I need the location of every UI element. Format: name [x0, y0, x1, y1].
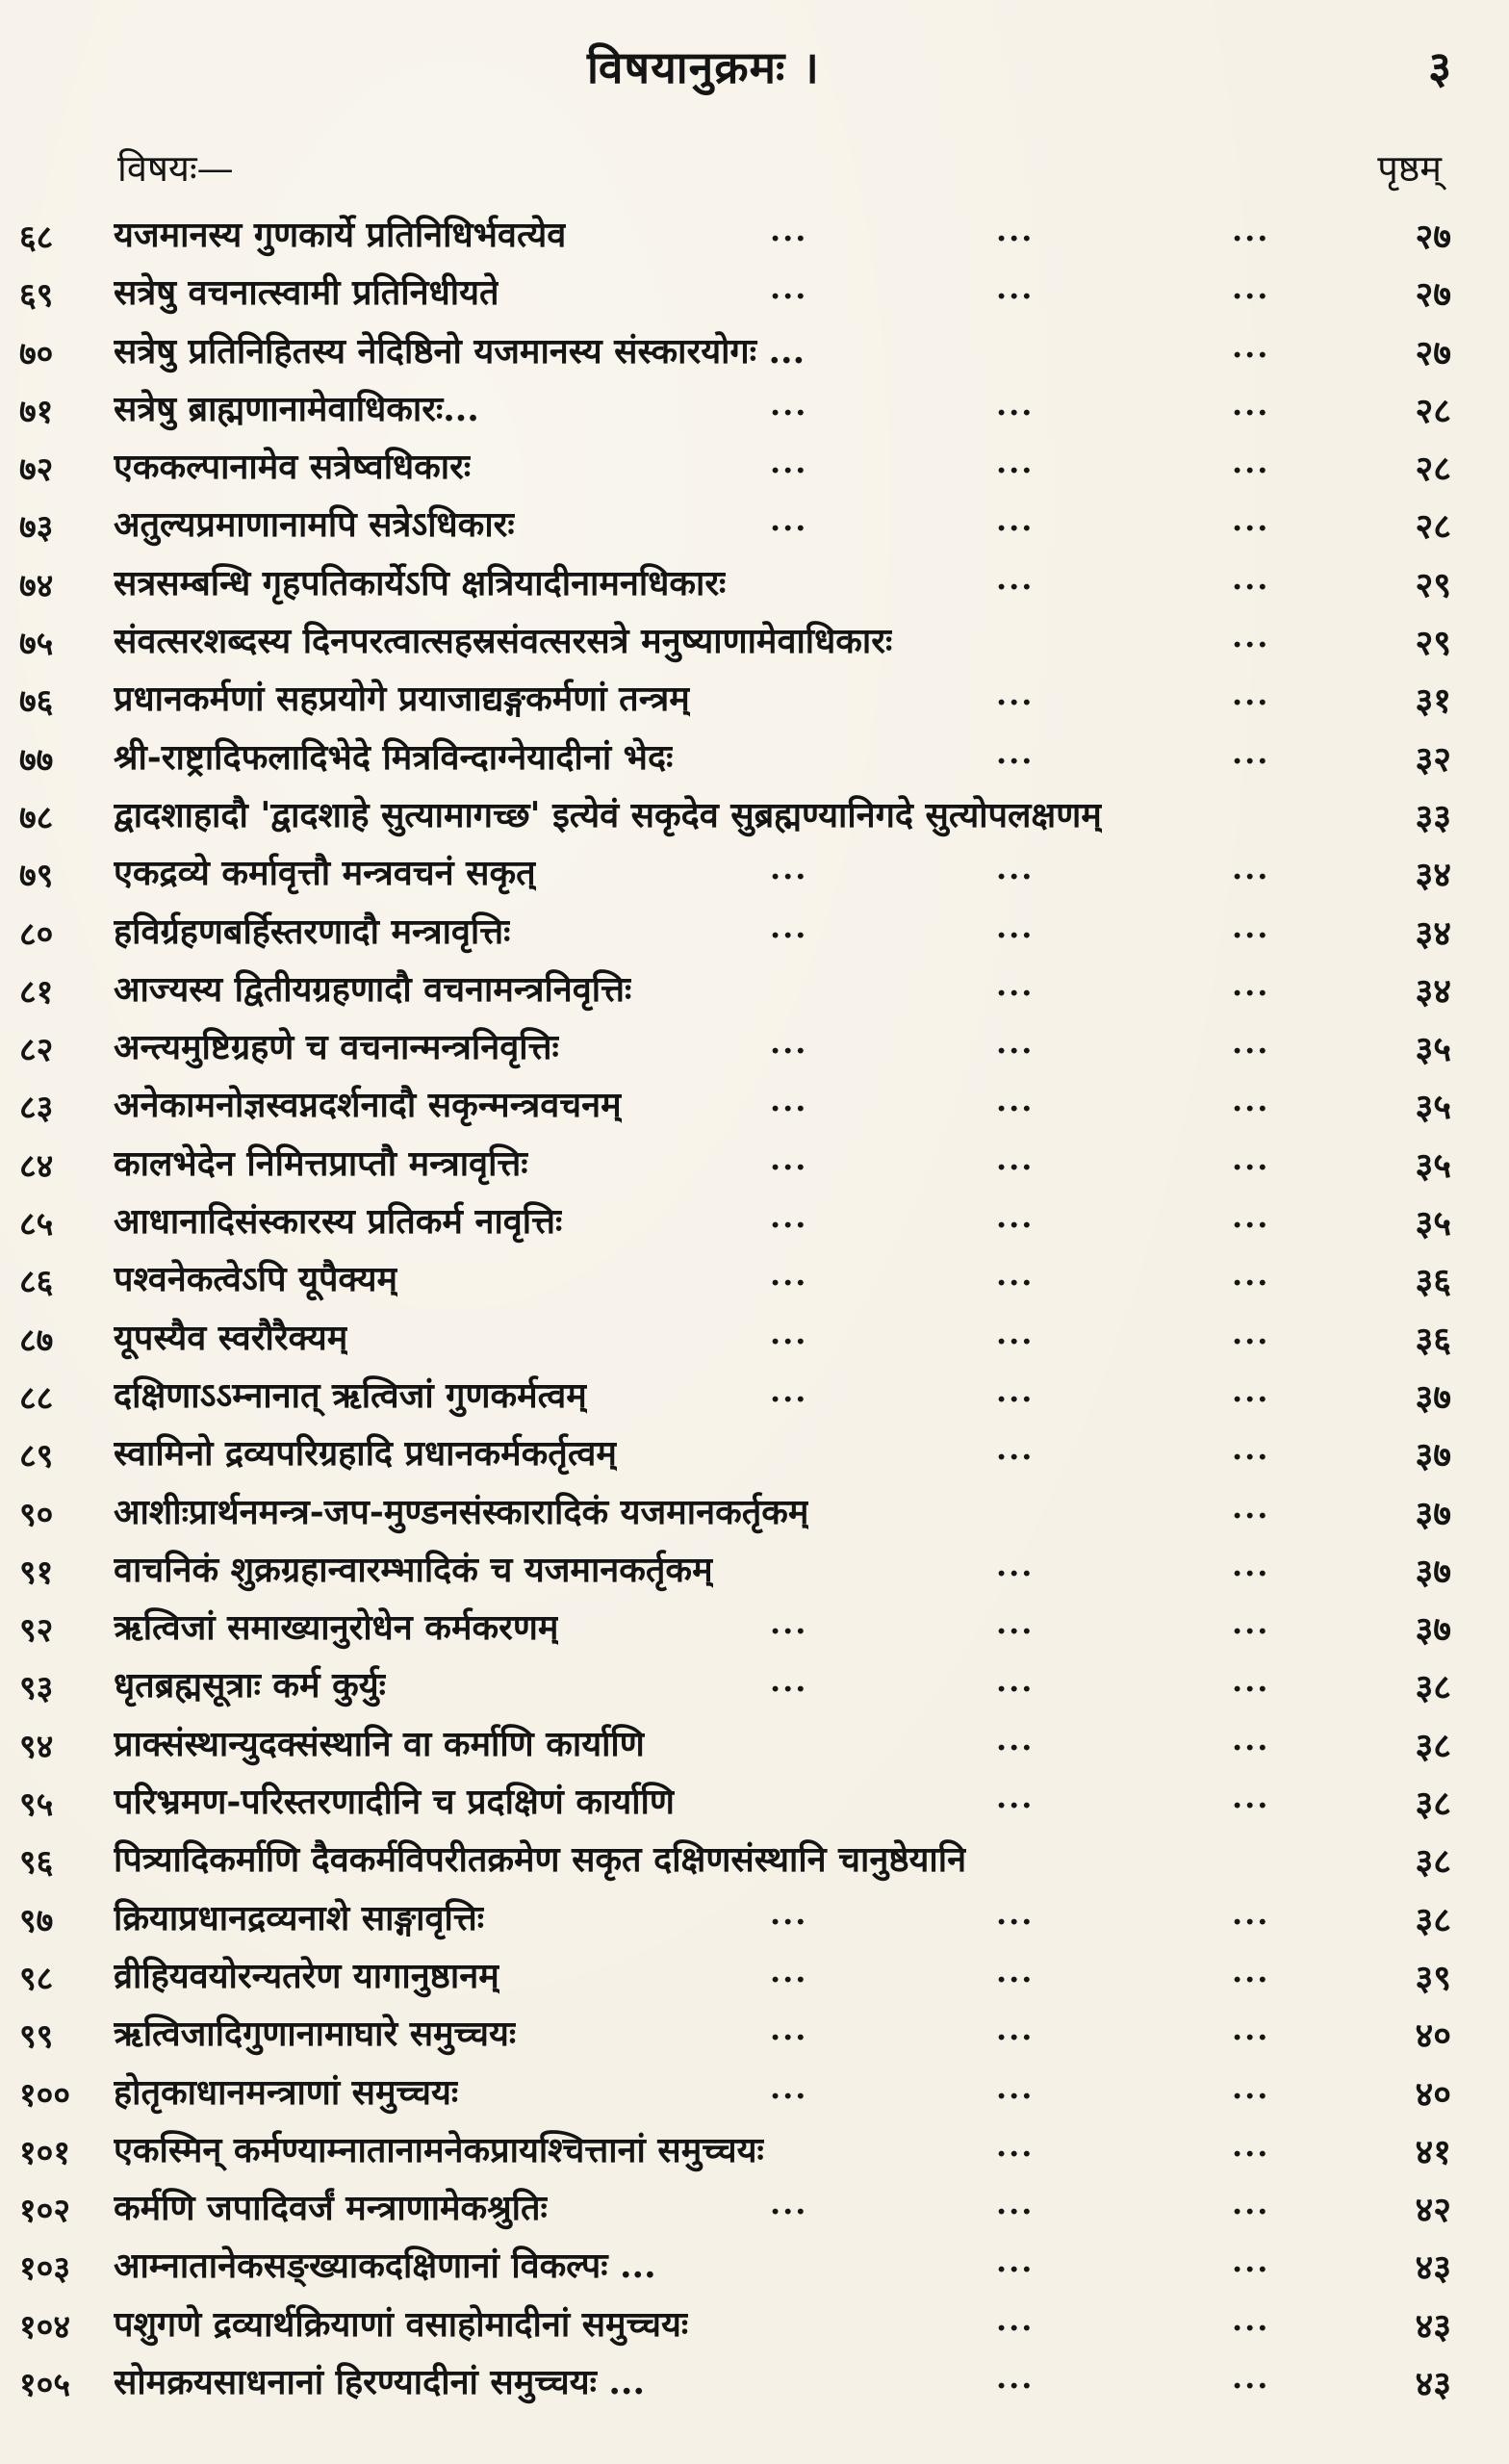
entry-number: ७३: [19, 508, 54, 548]
leader-dots: ...: [996, 1198, 1035, 1236]
entry-subject: ऋत्विजादिगुणानामाघारे समुच्चयः: [114, 2014, 517, 2055]
entry-subject: प्राक्संस्थान्युदक्संस्थानि वा कर्माणि कार्याणि: [114, 1723, 645, 1764]
entry-subject: कालभेदेन निमित्तप्राप्तौ मन्त्रावृत्तिः: [114, 1142, 528, 1184]
leader-dots: ...: [1232, 1662, 1270, 1700]
leader-dots: ...: [996, 1720, 1035, 1758]
leader-dots: ...: [1232, 2300, 1270, 2338]
entry-number: ८६: [19, 1263, 54, 1302]
toc-entry: [0, 1539, 1509, 1597]
leader-dots: ...: [996, 559, 1035, 597]
entry-page-number: ३४: [1415, 855, 1451, 896]
column-headers: [0, 142, 1509, 200]
leader-dots: ...: [996, 1894, 1035, 1932]
entry-page-number: ३८: [1415, 1667, 1451, 1708]
page-number: ३: [1428, 41, 1451, 93]
toc-entry: [0, 668, 1509, 726]
leader-dots: ...: [1232, 2243, 1270, 2280]
toc-entry: [0, 784, 1509, 842]
entry-subject: आज्यस्य द्वितीयग्रहणादौ वचनामन्त्रनिवृत्तिः: [114, 968, 632, 1010]
toc-entry: [0, 2062, 1509, 2119]
leader-dots: ...: [1232, 733, 1270, 771]
leader-dots: ...: [996, 1430, 1035, 1468]
entry-subject: स्वामिनो द्रव्यपरिग्रहादि प्रधानकर्मकर्तृत्वम्: [114, 1433, 617, 1475]
leader-dots: ...: [1232, 327, 1270, 365]
toc-entry: [0, 1191, 1509, 1248]
toc-entry: [0, 727, 1509, 784]
entry-page-number: २७: [1415, 332, 1451, 373]
toc-entry: [0, 959, 1509, 1016]
entry-page-number: ३२: [1415, 738, 1451, 780]
entry-subject: श्री-राष्ट्रादिफलादिभेदे मित्रविन्दाग्नेयादीनां भेदः: [114, 736, 674, 778]
leader-dots: ...: [996, 2300, 1035, 2338]
entry-page-number: ३५: [1415, 1203, 1451, 1245]
leader-dots: ...: [770, 850, 808, 887]
leader-dots: ...: [1232, 1952, 1270, 1989]
entry-page-number: ३८: [1415, 1784, 1451, 1825]
entry-page-number: ४३: [1415, 2363, 1451, 2404]
entry-subject: एककल्पानामेव सत्रेष्वधिकारः: [114, 447, 472, 488]
leader-dots: ...: [770, 1604, 808, 1642]
entry-subject: पशुगणे द्रव्यार्थक्रियाणां वसाहोमादीनां समुच्चयः: [114, 2303, 689, 2345]
toc-entry: [0, 436, 1509, 494]
entry-page-number: ३७: [1415, 1493, 1451, 1534]
leader-dots: ...: [1232, 1256, 1270, 1294]
leader-dots: ...: [770, 1952, 808, 1989]
entry-number: ८४: [19, 1146, 54, 1186]
leader-dots: ...: [996, 1372, 1035, 1409]
leader-dots: ...: [996, 270, 1035, 307]
leader-dots: ...: [1232, 1720, 1270, 1758]
leader-dots: ...: [1232, 1546, 1270, 1583]
leader-dots: ...: [1232, 2126, 1270, 2164]
leader-dots: ...: [770, 1024, 808, 1062]
entry-subject: प्रधानकर्मणां सहप्रयोगे प्रयाजाद्यङ्गकर्मणां तन्त्रम्: [114, 679, 690, 720]
entry-number: ७९: [19, 857, 54, 896]
leader-dots: ...: [1232, 908, 1270, 945]
toc-entry: [0, 552, 1509, 610]
entry-number: ८५: [19, 1205, 54, 1245]
toc-entry: [0, 204, 1509, 262]
entry-subject: कर्मणि जपादिवर्जं मन्त्राणामेकश्रुतिः: [114, 2188, 548, 2229]
toc-entry: [0, 494, 1509, 552]
leader-dots: ...: [770, 1082, 808, 1119]
leader-dots: ...: [996, 501, 1035, 539]
leader-dots: ...: [1232, 559, 1270, 597]
leader-dots: ...: [1232, 385, 1270, 423]
entry-number: ८९: [19, 1437, 54, 1476]
leader-dots: ...: [1232, 1198, 1270, 1236]
entry-number: १००: [19, 2075, 71, 2115]
leader-dots: ...: [1232, 1604, 1270, 1642]
page-column-label: पृष्ठम्: [1377, 147, 1442, 190]
entry-number: ७४: [19, 566, 54, 605]
entry-subject: परिभ्रमण-परिस्तरणादीनि च प्रदक्षिणं कार्याणि: [114, 1782, 675, 1823]
entry-number: ६९: [19, 276, 54, 316]
entry-number: ९१: [19, 1553, 54, 1592]
entry-page-number: ३५: [1415, 1087, 1451, 1128]
entry-page-number: २७: [1415, 217, 1451, 257]
leader-dots: ...: [1232, 850, 1270, 887]
entry-number: १०५: [19, 2365, 71, 2404]
leader-dots: ...: [1232, 2011, 1270, 2048]
leader-dots: ...: [1232, 965, 1270, 1003]
toc-entry: [0, 321, 1509, 378]
entry-subject: वाचनिकं शुक्रग्रहान्वारम्भादिकं च यजमानकर्तृकम्: [114, 1549, 713, 1590]
leader-dots: ...: [1232, 1430, 1270, 1468]
entry-number: ७१: [19, 392, 54, 431]
leader-dots: ...: [770, 385, 808, 423]
entry-page-number: ३५: [1415, 1029, 1451, 1070]
entry-page-number: २८: [1415, 390, 1451, 431]
entry-number: ७०: [19, 334, 54, 373]
leader-dots: ...: [1232, 1372, 1270, 1409]
entry-subject: क्रियाप्रधानद्रव्यनाशे साङ्गावृत्तिः: [114, 1897, 484, 1938]
leader-dots: ...: [996, 676, 1035, 713]
entry-subject: एकस्मिन् कर्मण्याम्नातानामनेकप्रायश्चित्तानां समुच्चयः: [114, 2129, 764, 2170]
entry-page-number: ३७: [1415, 1609, 1451, 1651]
toc-entry: [0, 2235, 1509, 2293]
entry-number: ८७: [19, 1321, 54, 1360]
leader-dots: ...: [770, 1140, 808, 1177]
entry-page-number: ४१: [1415, 2131, 1451, 2172]
entry-subject: द्वादशाहादौ 'द्वादशाहे सुत्यामागच्छ' इत्येवं सकृदेव सुब्रह्मण्यानिगदे सुत्योपलक्षणम्: [114, 794, 1102, 835]
leader-dots: ...: [996, 1662, 1035, 1700]
leader-dots: ...: [996, 1546, 1035, 1583]
entry-number: ८०: [19, 914, 54, 954]
entry-page-number: ३९: [1415, 1957, 1451, 1998]
entry-subject: पित्र्यादिकर्माणि दैवकर्मविपरीतक्रमेण सकृत दक्षिणसंस्थानि चानुष्ठेयानि: [114, 1839, 967, 1881]
entry-page-number: ४०: [1415, 2073, 1451, 2115]
entry-page-number: ३७: [1415, 1551, 1451, 1592]
leader-dots: ...: [770, 2185, 808, 2222]
entry-number: १०३: [19, 2249, 71, 2289]
toc-entry: [0, 1307, 1509, 1365]
toc-entry: [0, 2003, 1509, 2061]
leader-dots: ...: [1232, 1314, 1270, 1351]
entry-number: १०१: [19, 2133, 71, 2172]
leader-dots: ...: [1232, 1140, 1270, 1177]
toc-entry: [0, 1655, 1509, 1712]
leader-dots: ...: [1232, 2068, 1270, 2106]
entry-number: ६८: [19, 218, 54, 257]
entry-subject: यूपस्यैव स्वरौरैक्यम्: [114, 1317, 348, 1358]
entry-subject: सत्रेषु ब्राह्मणानामेवाधिकारः...: [114, 388, 479, 429]
entry-number: ८२: [19, 1031, 54, 1070]
entry-number: ९५: [19, 1785, 54, 1825]
leader-dots: ...: [996, 1140, 1035, 1177]
entry-subject: पश्वनेकत्वेऽपि यूपैक्यम्: [114, 1259, 398, 1300]
leader-dots: ...: [770, 908, 808, 945]
entry-number: ७५: [19, 625, 54, 664]
entry-number: ८८: [19, 1378, 54, 1418]
entry-number: ७२: [19, 450, 54, 490]
leader-dots: ...: [770, 2068, 808, 2106]
entry-page-number: ३८: [1415, 1899, 1451, 1940]
entry-subject: सत्रसम्बन्धि गृहपतिकार्येऽपि क्षत्रियादीनामनधिकारः: [114, 562, 727, 603]
leader-dots: ...: [996, 1256, 1035, 1294]
entry-number: ९७: [19, 1901, 54, 1940]
leader-dots: ...: [1232, 444, 1270, 481]
leader-dots: ...: [1232, 1779, 1270, 1816]
page-title: विषयानुक्रमः ।: [587, 41, 820, 93]
entry-subject: सोमक्रयसाधनानां हिरण्यादीनां समुच्चयः ...: [114, 2361, 645, 2402]
entry-page-number: ३७: [1415, 1435, 1451, 1476]
entry-subject: एकद्रव्ये कर्मावृत्तौ मन्त्रवचनं सकृत्: [114, 853, 536, 894]
entry-number: ९९: [19, 2017, 54, 2057]
leader-dots: ...: [996, 2126, 1035, 2164]
toc-entry: [0, 2294, 1509, 2351]
leader-dots: ...: [996, 385, 1035, 423]
entry-subject: अन्त्यमुष्टिग्रहणे च वचनान्मन्त्रनिवृत्तिः: [114, 1027, 559, 1068]
entry-subject: हविर्ग्रहणबर्हिस्तरणादौ मन्त्रावृत्तिः: [114, 911, 511, 952]
toc-entry: [0, 842, 1509, 900]
toc-entry: [0, 2119, 1509, 2177]
entry-page-number: ४३: [1415, 2305, 1451, 2347]
leader-dots: ...: [770, 1372, 808, 1409]
leader-dots: ...: [770, 1198, 808, 1236]
entry-page-number: ३८: [1415, 1725, 1451, 1766]
leader-dots: ...: [770, 1662, 808, 1700]
table-of-contents-list: [0, 204, 1509, 2409]
leader-dots: ...: [770, 1894, 808, 1932]
leader-dots: ...: [1232, 1082, 1270, 1119]
toc-entry: [0, 1771, 1509, 1829]
toc-entry: [0, 1365, 1509, 1423]
leader-dots: ...: [1232, 1024, 1270, 1062]
leader-dots: ...: [770, 2011, 808, 2048]
toc-entry: [0, 378, 1509, 436]
entry-subject: अतुल्यप्रमाणानामपि सत्रेऽधिकारः: [114, 504, 515, 546]
toc-entry: [0, 1887, 1509, 1945]
entry-page-number: २९: [1415, 564, 1451, 605]
toc-entry: [0, 1423, 1509, 1480]
leader-dots: ...: [1232, 618, 1270, 655]
entry-number: ८१: [19, 972, 54, 1012]
leader-dots: ...: [996, 2068, 1035, 2106]
leader-dots: ...: [996, 2243, 1035, 2280]
entry-page-number: २७: [1415, 274, 1451, 316]
leader-dots: ...: [996, 850, 1035, 887]
leader-dots: ...: [996, 733, 1035, 771]
leader-dots: ...: [996, 2011, 1035, 2048]
leader-dots: ...: [996, 1952, 1035, 1989]
toc-entry: [0, 1248, 1509, 1306]
leader-dots: ...: [1232, 501, 1270, 539]
entry-number: ७६: [19, 682, 54, 722]
entry-number: ९३: [19, 1669, 54, 1708]
toc-entry: [0, 901, 1509, 959]
entry-subject: आम्नातानेकसङ्ख्याकदक्षिणानां विकल्पः ...: [114, 2246, 656, 2287]
entry-number: ९६: [19, 1843, 54, 1883]
entry-subject: व्रीहियवयोरन्यतरेण यागानुष्ठानम्: [114, 1955, 499, 1996]
toc-entry: [0, 262, 1509, 320]
toc-entry: [0, 1597, 1509, 1655]
toc-entry: [0, 1829, 1509, 1886]
leader-dots: ...: [1232, 2185, 1270, 2222]
leader-dots: ...: [770, 1256, 808, 1294]
subject-column-label: विषयः—: [117, 147, 234, 190]
leader-dots: ...: [996, 908, 1035, 945]
leader-dots: ...: [996, 1024, 1035, 1062]
entry-page-number: ३६: [1415, 1319, 1451, 1360]
entry-subject: आधानादिसंस्कारस्य प्रतिकर्म नावृत्तिः: [114, 1201, 563, 1243]
leader-dots: ...: [770, 212, 808, 248]
entry-number: ७७: [19, 740, 54, 780]
toc-entry: [0, 610, 1509, 668]
leader-dots: ...: [996, 965, 1035, 1003]
toc-entry: [0, 1481, 1509, 1539]
leader-dots: ...: [996, 2358, 1035, 2396]
entry-subject: सत्रेषु वचनात्स्वामी प्रतिनिधीयते: [114, 272, 499, 314]
toc-entry: [0, 2177, 1509, 2235]
leader-dots: ...: [996, 1779, 1035, 1816]
leader-dots: ...: [770, 1314, 808, 1351]
entry-subject: दक्षिणाऽऽम्नानात् ऋत्विजां गुणकर्मत्वम्: [114, 1374, 587, 1416]
entry-page-number: २८: [1415, 449, 1451, 490]
toc-entry: [0, 2351, 1509, 2409]
entry-page-number: ३४: [1415, 970, 1451, 1012]
entry-subject: सत्रेषु प्रतिनिहितस्य नेदिष्ठिनो यजमानस्य संस्कारयोगः ...: [114, 330, 806, 372]
page-header: [0, 29, 1509, 106]
entry-subject: यजमानस्य गुणकार्ये प्रतिनिधिर्भवत्येव: [114, 215, 567, 255]
entry-page-number: ३७: [1415, 1376, 1451, 1418]
entry-subject: संवत्सरशब्दस्य दिनपरत्वात्सहस्रसंवत्सरसत्रे मनुष्याणामेवाधिकारः: [114, 621, 893, 662]
entry-page-number: ३१: [1415, 680, 1451, 722]
leader-dots: ...: [996, 444, 1035, 481]
entry-page-number: २९: [1415, 623, 1451, 664]
entry-subject: धृतब्रह्मसूत्राः कर्म कुर्युः: [114, 1665, 386, 1707]
entry-page-number: ४२: [1415, 2190, 1451, 2231]
entry-subject: आशीःप्रार्थनमन्त्र-जप-मुण्डनसंस्कारादिकं यजमानकर्तृकम्: [114, 1491, 809, 1532]
entry-page-number: ४०: [1415, 2015, 1451, 2057]
leader-dots: ...: [996, 1082, 1035, 1119]
leader-dots: ...: [1232, 676, 1270, 713]
entry-page-number: ३८: [1415, 1841, 1451, 1883]
entry-page-number: ४३: [1415, 2247, 1451, 2289]
leader-dots: ...: [770, 270, 808, 307]
toc-entry: [0, 1074, 1509, 1132]
leader-dots: ...: [996, 2185, 1035, 2222]
entry-page-number: ३५: [1415, 1144, 1451, 1186]
leader-dots: ...: [996, 1314, 1035, 1351]
entry-number: १०४: [19, 2307, 71, 2347]
toc-entry: [0, 1016, 1509, 1074]
entry-page-number: ३४: [1415, 912, 1451, 954]
entry-number: ९०: [19, 1495, 54, 1534]
leader-dots: ...: [1232, 270, 1270, 307]
entry-number: ९८: [19, 1959, 54, 1998]
leader-dots: ...: [1232, 1488, 1270, 1526]
entry-subject: होतृकाधानमन्त्राणां समुच्चयः: [114, 2071, 459, 2113]
toc-entry: [0, 1133, 1509, 1191]
entry-page-number: ३३: [1415, 796, 1451, 837]
toc-entry: [0, 1713, 1509, 1771]
leader-dots: ...: [770, 444, 808, 481]
entry-number: ९४: [19, 1727, 54, 1766]
entry-subject: अनेकामनोज्ञस्वप्नदर्शनादौ सकृन्मन्त्रवचनम्: [114, 1085, 622, 1126]
leader-dots: ...: [1232, 2358, 1270, 2396]
entry-number: ७८: [19, 798, 54, 837]
leader-dots: ...: [1232, 212, 1270, 248]
leader-dots: ...: [1232, 1894, 1270, 1932]
toc-entry: [0, 1945, 1509, 2003]
leader-dots: ...: [996, 212, 1035, 248]
entry-number: ९२: [19, 1611, 54, 1651]
entry-number: १०२: [19, 2192, 71, 2231]
entry-number: ८३: [19, 1089, 54, 1128]
entry-page-number: ३६: [1415, 1261, 1451, 1302]
leader-dots: ...: [996, 1604, 1035, 1642]
leader-dots: ...: [770, 501, 808, 539]
entry-page-number: २८: [1415, 506, 1451, 548]
entry-subject: ऋत्विजां समाख्यानुरोधेन कर्मकरणम्: [114, 1607, 559, 1649]
